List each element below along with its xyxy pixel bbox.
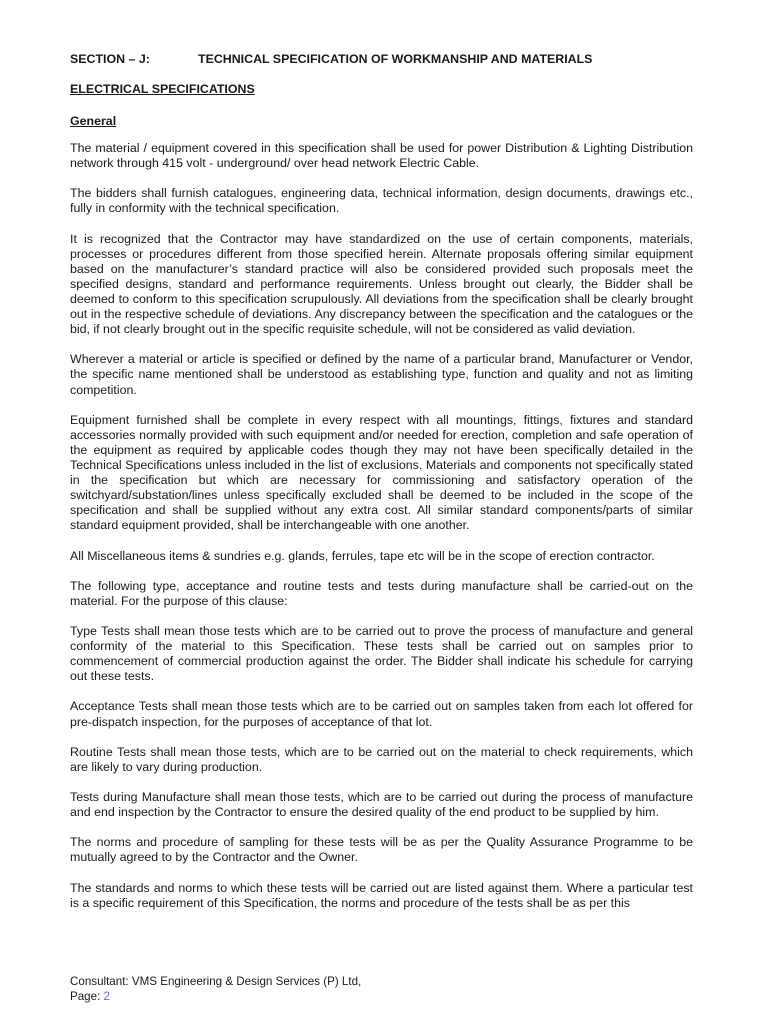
page-footer (70, 974, 361, 1004)
footer-consultant: Consultant: VMS Engineering & Design Services (P) Ltd, (70, 975, 362, 988)
paragraph-catalogues: The bidders shall furnish catalogues, engineering data, technical information, design documents, drawings etc., fully in conformity with the technical specification. (70, 186, 693, 216)
footer-page-line (70, 989, 361, 1004)
section-number: SECTION – J: (70, 52, 150, 66)
paragraph-tests-intro: The following type, acceptance and routine tests and tests during manufacture shall be carried-out on the material. For the purpose of this clause: (70, 578, 693, 608)
footer-page-number: 2 (103, 990, 110, 1003)
paragraph-alternate-proposals: It is recognized that the Contractor may have standardized on the use of certain components, materials, processes or procedures different from those specified herein. Alternate proposals offering similar equipment based on the manufacturer’s standard practice will also be considered provided such proposals meet the specified designs, standard and performance requirements. Unless brought out clearly, the Bidder shall be deemed to conform to this specification scrupulously. All deviations from the specification shall be clearly brought out in the respective schedule of deviations. Any discrepancy between the specification and the catalogues or the bid, if not clearly brought out in the specific requisite schedule, will not be considered as valid deviation. (70, 231, 693, 337)
paragraph-equipment-completeness: Equipment furnished shall be complete in every respect with all mountings, fittings, fixtures and standard accessories normally provided with such equipment and/or needed for erection, completion and safe operation of the equipment as required by applicable codes though they may not have been specifically detailed in the Technical Specifications unless included in the list of exclusions. Materials and components not specifically stated in the specification but which are necessary for commissioning and satisfactory operation of the switchyard/substation/lines unless specifically excluded shall be deemed to be included in the scope of the specification and shall be supplied without any extra cost. All similar standard components/parts of similar standard equipment provided, shall be interchangeable with one another. (70, 412, 693, 533)
paragraph-miscellaneous-items: All Miscellaneous items & sundries e.g. glands, ferrules, tape etc will be in the scope of erection contractor. (70, 548, 655, 563)
paragraph-acceptance-tests: Acceptance Tests shall mean those tests which are to be carried out on samples taken from each lot offered for pre-dispatch inspection, for the purposes of acceptance of that lot. (70, 699, 693, 729)
paragraph-manufacture-tests: Tests during Manufacture shall mean those tests, which are to be carried out during the process of manufacture and end inspection by the Contractor to ensure the desired quality of the end product to be supplied by him. (70, 790, 693, 820)
paragraph-routine-tests: Routine Tests shall mean those tests, which are to be carried out on the material to check requirements, which are likely to vary during production. (70, 744, 693, 774)
document-page (70, 51, 693, 911)
section-header (70, 51, 693, 67)
paragraph-standards-norms: The standards and norms to which these tests will be carried out are listed against them. Where a particular test is a specific requirement of this Specification, the norms and procedure of the tests shall be as per this (70, 880, 693, 910)
paragraph-type-tests: Type Tests shall mean those tests which are to be carried out to prove the process of manufacture and general conformity of the material to this Specification. These tests shall be carried out on samples prior to commencement of commercial production against the order. The Bidder shall indicate his schedule for carrying out these tests. (70, 624, 693, 684)
general-heading: General (70, 114, 117, 128)
electrical-specifications-heading: ELECTRICAL SPECIFICATIONS (70, 82, 255, 96)
footer-page-label: Page: (70, 990, 101, 1003)
paragraph-brand-names: Wherever a material or article is specified or defined by the name of a particular brand, Manufacturer or Vendor, the specific name mentioned shall be understood as establishing type, function and quality and not as limiting competition. (70, 352, 693, 397)
paragraph-scope: The material / equipment covered in this specification shall be used for power Distribution & Lighting Distribution network through 415 volt - underground/ over head network Electric Cable. (70, 141, 693, 171)
section-title: TECHNICAL SPECIFICATION OF WORKMANSHIP AND MATERIALS (198, 52, 593, 66)
paragraph-sampling-norms: The norms and procedure of sampling for these tests will be as per the Quality Assurance Programme to be mutually agreed to by the Contractor and the Owner. (70, 835, 693, 865)
